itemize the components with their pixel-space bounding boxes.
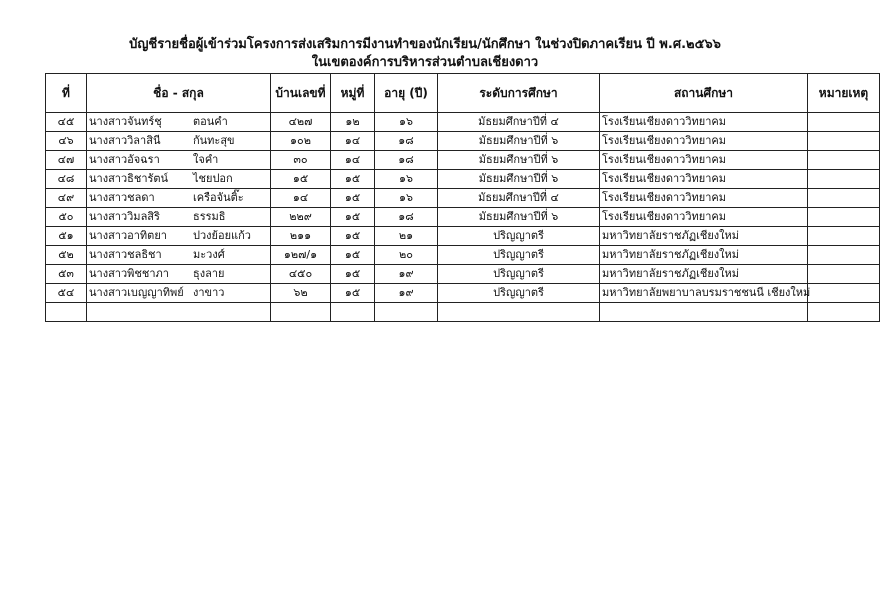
age: ๑๖ xyxy=(375,189,438,208)
remark xyxy=(808,246,880,265)
full-name xyxy=(87,208,271,227)
table-row xyxy=(46,265,880,284)
moo-number: ๑๔ xyxy=(331,151,375,170)
education-level: มัธยมศึกษาปีที่ ๖ xyxy=(438,170,600,189)
institution: โรงเรียนเชียงดาววิทยาคม xyxy=(600,113,808,132)
remark xyxy=(808,132,880,151)
moo-number: ๑๔ xyxy=(331,132,375,151)
empty-cell xyxy=(438,303,600,322)
table-header-row xyxy=(46,74,880,113)
table-row xyxy=(46,151,880,170)
age: ๑๘ xyxy=(375,151,438,170)
header-remark: หมายเหตุ xyxy=(808,74,880,113)
education-level: ปริญญาตรี xyxy=(438,227,600,246)
full-name xyxy=(87,132,271,151)
age: ๒๑ xyxy=(375,227,438,246)
full-name xyxy=(87,151,271,170)
row-number: ๔๗ xyxy=(46,151,87,170)
age: ๑๖ xyxy=(375,113,438,132)
remark xyxy=(808,284,880,303)
education-level: ปริญญาตรี xyxy=(438,265,600,284)
moo-number: ๑๕ xyxy=(331,227,375,246)
first-name: นางสาวธิชารัตน์ xyxy=(89,172,169,185)
first-name: นางสาวอัจฉรา xyxy=(89,153,160,166)
header-education-level: ระดับการศึกษา xyxy=(438,74,600,113)
last-name: ธรรมธิ xyxy=(193,210,226,223)
row-number: ๕๐ xyxy=(46,208,87,227)
institution: โรงเรียนเชียงดาววิทยาคม xyxy=(600,151,808,170)
participant-table xyxy=(45,73,880,322)
house-number: ๔๒๗ xyxy=(271,113,331,132)
education-level: มัธยมศึกษาปีที่ ๖ xyxy=(438,208,600,227)
house-number: ๓๐ xyxy=(271,151,331,170)
full-name xyxy=(87,246,271,265)
moo-number: ๑๕ xyxy=(331,208,375,227)
last-name: ไชยปอก xyxy=(193,172,233,185)
remark xyxy=(808,151,880,170)
institution: มหาวิทยาลัยราชภัฏเชียงใหม่ xyxy=(600,246,808,265)
education-level: ปริญญาตรี xyxy=(438,284,600,303)
last-name: งาขาว xyxy=(193,286,225,299)
education-level: มัธยมศึกษาปีที่ ๖ xyxy=(438,151,600,170)
full-name xyxy=(87,284,271,303)
empty-cell xyxy=(808,303,880,322)
header-institution: สถานศึกษา xyxy=(600,74,808,113)
first-name: นางสาววิลาสินี xyxy=(89,134,161,147)
first-name: นางสาวชลดา xyxy=(89,191,155,204)
remark xyxy=(808,208,880,227)
house-number: ๖๒ xyxy=(271,284,331,303)
institution: โรงเรียนเชียงดาววิทยาคม xyxy=(600,208,808,227)
header-name: ชื่อ - สกุล xyxy=(87,74,271,113)
moo-number: ๑๕ xyxy=(331,170,375,189)
empty-cell xyxy=(271,303,331,322)
full-name xyxy=(87,170,271,189)
table-row xyxy=(46,189,880,208)
institution: โรงเรียนเชียงดาววิทยาคม xyxy=(600,170,808,189)
empty-cell xyxy=(46,303,87,322)
empty-row xyxy=(46,303,880,322)
house-number: ๑๐๒ xyxy=(271,132,331,151)
full-name xyxy=(87,113,271,132)
age: ๒๐ xyxy=(375,246,438,265)
table-row xyxy=(46,246,880,265)
institution: มหาวิทยาลัยราชภัฏเชียงใหม่ xyxy=(600,227,808,246)
institution: มหาวิทยาลัยราชภัฏเชียงใหม่ xyxy=(600,265,808,284)
header-no: ที่ xyxy=(46,74,87,113)
first-name: นางสาวจันทร์ชุ xyxy=(89,115,162,128)
last-name: กันทะสุข xyxy=(193,134,235,147)
empty-cell xyxy=(331,303,375,322)
full-name xyxy=(87,265,271,284)
moo-number: ๑๕ xyxy=(331,284,375,303)
row-number: ๔๕ xyxy=(46,113,87,132)
last-name: ใจคำ xyxy=(193,153,219,166)
age: ๑๖ xyxy=(375,170,438,189)
first-name: นางสาวพิชชาภา xyxy=(89,267,169,280)
remark xyxy=(808,265,880,284)
institution: โรงเรียนเชียงดาววิทยาคม xyxy=(600,189,808,208)
moo-number: ๑๒ xyxy=(331,113,375,132)
house-number: ๑๕ xyxy=(271,170,331,189)
document-subtitle: ในเขตองค์การบริหารส่วนตำบลเชียงดาว xyxy=(311,55,539,70)
row-number: ๕๑ xyxy=(46,227,87,246)
last-name: ปวงย้อยแก้ว xyxy=(193,229,251,242)
table-row xyxy=(46,227,880,246)
house-number: ๑๔ xyxy=(271,189,331,208)
last-name: เครือจันติ๊ะ xyxy=(193,191,244,204)
empty-cell xyxy=(375,303,438,322)
education-level: มัธยมศึกษาปีที่ ๖ xyxy=(438,132,600,151)
header-house-no: บ้านเลขที่ xyxy=(271,74,331,113)
table-row xyxy=(46,284,880,303)
house-number: ๒๑๑ xyxy=(271,227,331,246)
last-name: ตอนคำ xyxy=(193,115,228,128)
row-number: ๕๒ xyxy=(46,246,87,265)
remark xyxy=(808,227,880,246)
house-number: ๒๒๙ xyxy=(271,208,331,227)
first-name: นางสาวชลธิชา xyxy=(89,248,162,261)
row-number: ๕๓ xyxy=(46,265,87,284)
age: ๑๙ xyxy=(375,284,438,303)
full-name xyxy=(87,227,271,246)
first-name: นางสาวอาทิตยา xyxy=(89,229,167,242)
header-moo: หมู่ที่ xyxy=(331,74,375,113)
age: ๑๙ xyxy=(375,265,438,284)
education-level: มัธยมศึกษาปีที่ ๔ xyxy=(438,113,600,132)
remark xyxy=(808,170,880,189)
moo-number: ๑๕ xyxy=(331,265,375,284)
first-name: นางสาววิมลสิริ xyxy=(89,210,160,223)
remark xyxy=(808,189,880,208)
remark xyxy=(808,113,880,132)
row-number: ๕๔ xyxy=(46,284,87,303)
moo-number: ๑๕ xyxy=(331,189,375,208)
full-name xyxy=(87,189,271,208)
age: ๑๘ xyxy=(375,208,438,227)
house-number: ๑๒๗/๑ xyxy=(271,246,331,265)
house-number: ๔๕๐ xyxy=(271,265,331,284)
row-number: ๔๙ xyxy=(46,189,87,208)
empty-cell xyxy=(600,303,808,322)
row-number: ๔๖ xyxy=(46,132,87,151)
education-level: มัธยมศึกษาปีที่ ๔ xyxy=(438,189,600,208)
last-name: ธุงลาย xyxy=(193,267,225,280)
moo-number: ๑๕ xyxy=(331,246,375,265)
document-title: บัญชีรายชื่อผู้เข้าร่วมโครงการส่งเสริมการมีงานทำของนักเรียน/นักศึกษา ในช่วงปิดภาคเรียน ปี พ.ศ.๒๕๖๖ xyxy=(129,37,721,52)
empty-cell xyxy=(87,303,271,322)
age: ๑๘ xyxy=(375,132,438,151)
table-row xyxy=(46,208,880,227)
table-row xyxy=(46,113,880,132)
first-name: นางสาวเบญญาทิพย์ xyxy=(89,286,184,299)
table-row xyxy=(46,170,880,189)
institution: มหาวิทยาลัยพยาบาลบรมราชชนนี เชียงใหม่ xyxy=(600,284,808,303)
header-age: อายุ (ปี) xyxy=(375,74,438,113)
table-row xyxy=(46,132,880,151)
education-level: ปริญญาตรี xyxy=(438,246,600,265)
last-name: มะวงศ์ xyxy=(193,248,225,261)
institution: โรงเรียนเชียงดาววิทยาคม xyxy=(600,132,808,151)
row-number: ๔๘ xyxy=(46,170,87,189)
table-body xyxy=(46,113,880,322)
